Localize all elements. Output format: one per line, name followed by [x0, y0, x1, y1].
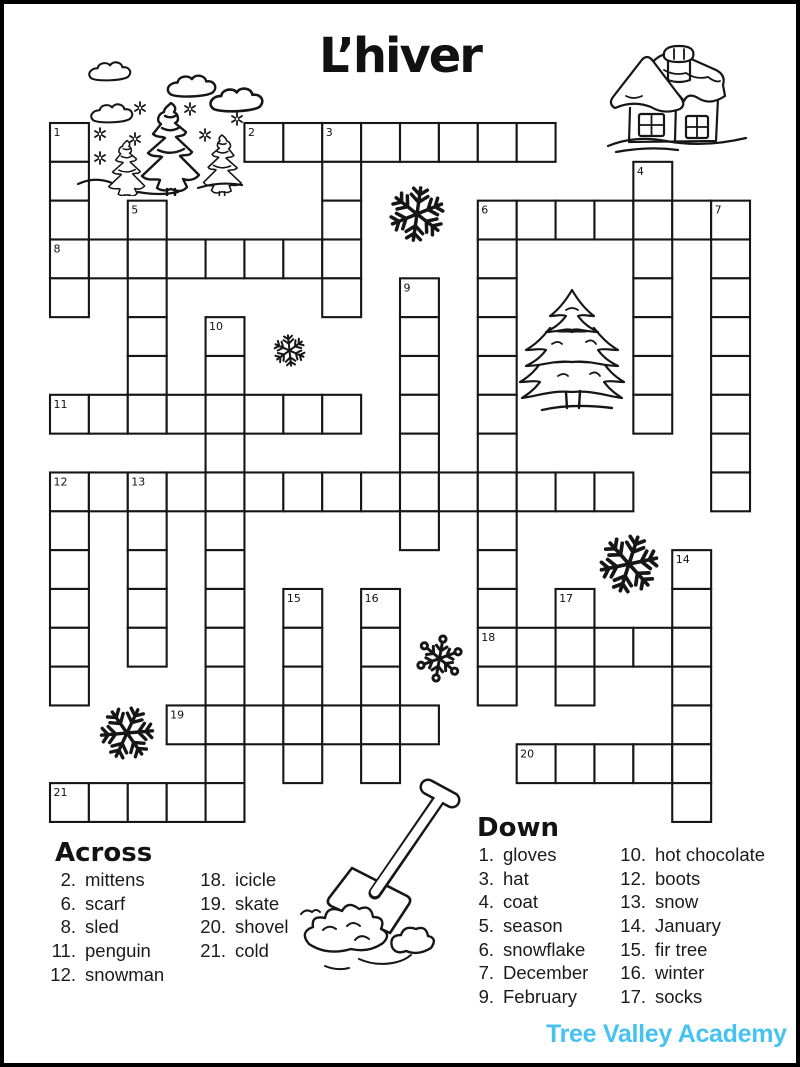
clue-item: [612, 868, 765, 892]
grid-cell-r3c2[interactable]: [128, 239, 167, 278]
grid-cell-r14c16[interactable]: [672, 667, 711, 706]
page-title: L’hiver: [319, 28, 481, 84]
grid-number-7: 7: [714, 203, 722, 217]
clue-item: [50, 964, 164, 988]
clue-text: penguin: [85, 940, 151, 962]
grid-cell-r13c0[interactable]: [50, 628, 89, 667]
grid-cell-r17c2[interactable]: [128, 783, 167, 822]
grid-cell-r2c15[interactable]: [633, 201, 672, 240]
clue-number: 1.: [478, 844, 494, 865]
grid-cell-r9c12[interactable]: [517, 472, 556, 511]
grid-cell-r11c4[interactable]: [206, 550, 245, 589]
clue-item: [472, 844, 588, 868]
clue-number: 12.: [620, 867, 646, 889]
grid-cell-r2c0[interactable]: [50, 201, 89, 240]
grid-cell-r9c5[interactable]: [244, 472, 283, 511]
clue-number: 16.: [620, 962, 646, 984]
clue-item: [612, 986, 765, 1010]
grid-cell-r10c11[interactable]: [478, 511, 517, 550]
grid-cell-r7c17[interactable]: [711, 395, 750, 434]
grid-cell-r7c2[interactable]: [128, 395, 167, 434]
grid-cell-r2c14[interactable]: [594, 201, 633, 240]
clue-text: socks: [655, 986, 703, 1008]
grid-number-16: 16: [364, 591, 379, 605]
clue-number: 6.: [478, 938, 494, 960]
grid-cell-r8c9[interactable]: [400, 434, 439, 473]
snowflake-icon: [96, 702, 158, 764]
clue-item: [194, 916, 288, 940]
grid-cell-r17c3[interactable]: [167, 783, 206, 822]
clue-text: scarf: [85, 892, 126, 914]
grid-cell-r0c9[interactable]: [400, 123, 439, 162]
clue-number: 4.: [478, 891, 494, 913]
grid-cell-r0c12[interactable]: [517, 123, 556, 162]
grid-cell-r14c4[interactable]: [206, 667, 245, 706]
grid-number-13: 13: [131, 475, 146, 489]
clue-text: snowman: [85, 963, 165, 985]
grid-cell-r8c4[interactable]: [206, 434, 245, 473]
clue-number: 14.: [620, 915, 646, 937]
grid-cell-r17c1[interactable]: [89, 783, 128, 822]
grid-cell-r8c11[interactable]: [478, 434, 517, 473]
brand-logo-text: Tree Valley Academy: [546, 1020, 787, 1048]
grid-cell-r12c0[interactable]: [50, 589, 89, 628]
snowflake-icon: [271, 332, 308, 369]
grid-cell-r13c14[interactable]: [594, 628, 633, 667]
dotted-snowflake-icon: [412, 631, 467, 686]
grid-cell-r9c11[interactable]: [478, 472, 517, 511]
grid-cell-r9c8[interactable]: [361, 472, 400, 511]
clue-number: 5.: [478, 915, 494, 937]
grid-cell-r16c13[interactable]: [556, 744, 595, 783]
clue-number: 15.: [620, 938, 646, 960]
clue-item: [612, 844, 765, 868]
clue-number: 10.: [620, 844, 646, 865]
clue-item: [472, 962, 588, 986]
grid-cell-r4c17[interactable]: [711, 278, 750, 317]
grid-cell-r0c10[interactable]: [439, 123, 478, 162]
clue-item: [612, 939, 765, 963]
grid-cell-r13c2[interactable]: [128, 628, 167, 667]
clue-item: [612, 962, 765, 986]
grid-cell-r13c6[interactable]: [283, 628, 322, 667]
clue-item: [472, 891, 588, 915]
snowflake-icon: [595, 530, 663, 598]
clue-item: [472, 986, 588, 1010]
clue-item: [612, 915, 765, 939]
grid-cell-r9c10[interactable]: [439, 472, 478, 511]
clue-text: skate: [235, 892, 280, 914]
grid-cell-r16c15[interactable]: [633, 744, 672, 783]
grid-cell-r13c13[interactable]: [556, 628, 595, 667]
clue-number: 8.: [60, 916, 76, 938]
clue-item: [194, 893, 288, 917]
grid-cell-r7c4[interactable]: [206, 395, 245, 434]
grid-number-15: 15: [286, 591, 301, 605]
clue-number: 20.: [200, 916, 226, 938]
grid-cell-r0c6[interactable]: [283, 123, 322, 162]
grid-cell-r15c7[interactable]: [322, 705, 361, 744]
grid-cell-r9c17[interactable]: [711, 472, 750, 511]
clue-number: 3.: [478, 867, 494, 889]
grid-cell-r12c2[interactable]: [128, 589, 167, 628]
snow-house-illustration: [606, 36, 748, 160]
grid-cell-r10c4[interactable]: [206, 511, 245, 550]
grid-cell-r14c13[interactable]: [556, 667, 595, 706]
grid-cell-r9c4[interactable]: [206, 472, 245, 511]
grid-cell-r14c11[interactable]: [478, 667, 517, 706]
grid-cell-r11c0[interactable]: [50, 550, 89, 589]
grid-cell-r17c4[interactable]: [206, 783, 245, 822]
grid-cell-r2c12[interactable]: [517, 201, 556, 240]
grid-cell-r6c4[interactable]: [206, 356, 245, 395]
grid-cell-r13c8[interactable]: [361, 628, 400, 667]
grid-cell-r0c11[interactable]: [478, 123, 517, 162]
snowflake-icon: [385, 182, 449, 246]
clue-text: icicle: [235, 869, 277, 890]
grid-cell-r13c15[interactable]: [633, 628, 672, 667]
grid-cell-r9c13[interactable]: [556, 472, 595, 511]
grid-cell-r4c0[interactable]: [50, 278, 89, 317]
grid-cell-r9c7[interactable]: [322, 472, 361, 511]
grid-cell-r12c16[interactable]: [672, 589, 711, 628]
grid-cell-r6c2[interactable]: [128, 356, 167, 395]
clue-text: hat: [503, 867, 529, 889]
across-clues-column-2: [194, 869, 288, 964]
grid-number-6: 6: [481, 203, 489, 217]
clue-item: [50, 893, 164, 917]
clue-number: 2.: [60, 869, 76, 890]
grid-cell-r15c5[interactable]: [244, 705, 283, 744]
grid-number-20: 20: [520, 747, 535, 761]
grid-cell-r9c14[interactable]: [594, 472, 633, 511]
grid-cell-r6c9[interactable]: [400, 356, 439, 395]
clue-number: 17.: [620, 986, 646, 1008]
clue-text: winter: [655, 962, 705, 984]
grid-cell-r16c4[interactable]: [206, 744, 245, 783]
clue-text: season: [503, 915, 563, 937]
grid-number-14: 14: [675, 553, 690, 567]
grid-number-8: 8: [53, 242, 61, 256]
grid-cell-r14c6[interactable]: [283, 667, 322, 706]
clue-item: [472, 868, 588, 892]
clue-text: fir tree: [655, 938, 708, 960]
grid-cell-r2c7[interactable]: [322, 201, 361, 240]
clue-text: snow: [655, 891, 699, 913]
fir-tree-illustration: [508, 280, 652, 416]
grid-cell-r3c7[interactable]: [322, 239, 361, 278]
grid-cell-r2c13[interactable]: [556, 201, 595, 240]
grid-cell-r3c1[interactable]: [89, 239, 128, 278]
clue-text: boots: [655, 867, 701, 889]
grid-cell-r7c1[interactable]: [89, 395, 128, 434]
grid-number-4: 4: [636, 164, 644, 178]
clue-number: 18.: [200, 869, 226, 890]
down-clues-column-2: [612, 844, 765, 1010]
clue-number: 13.: [620, 891, 646, 913]
grid-cell-r3c15[interactable]: [633, 239, 672, 278]
grid-cell-r5c9[interactable]: [400, 317, 439, 356]
grid-cell-r12c4[interactable]: [206, 589, 245, 628]
grid-cell-r10c0[interactable]: [50, 511, 89, 550]
clue-text: December: [503, 962, 589, 984]
down-heading: Down: [477, 813, 559, 843]
grid-number-9: 9: [403, 281, 411, 295]
grid-cell-r13c16[interactable]: [672, 628, 711, 667]
grid-cell-r7c9[interactable]: [400, 395, 439, 434]
clue-text: February: [503, 986, 578, 1008]
grid-number-1: 1: [53, 126, 61, 139]
clue-number: 9.: [478, 986, 494, 1008]
grid-number-12: 12: [53, 475, 68, 489]
clue-item: [50, 916, 164, 940]
clue-text: snowflake: [503, 938, 586, 960]
grid-cell-r12c11[interactable]: [478, 589, 517, 628]
grid-number-10: 10: [209, 320, 224, 334]
grid-cell-r7c6[interactable]: [283, 395, 322, 434]
clue-text: sled: [85, 916, 119, 938]
clue-item: [50, 940, 164, 964]
grid-cell-r15c9[interactable]: [400, 705, 439, 744]
grid-cell-r9c9[interactable]: [400, 472, 439, 511]
grid-number-21: 21: [53, 786, 68, 800]
grid-cell-r4c7[interactable]: [322, 278, 361, 317]
grid-cell-r13c12[interactable]: [517, 628, 556, 667]
grid-cell-r15c16[interactable]: [672, 705, 711, 744]
down-clues-column-1: [472, 844, 588, 1010]
grid-cell-r1c7[interactable]: [322, 162, 361, 201]
clue-text: hot chocolate: [655, 844, 766, 865]
grid-cell-r10c2[interactable]: [128, 511, 167, 550]
clue-item: [50, 869, 164, 893]
clue-text: January: [655, 915, 721, 937]
grid-cell-r9c6[interactable]: [283, 472, 322, 511]
grid-cell-r7c5[interactable]: [244, 395, 283, 434]
clue-number: 19.: [200, 892, 226, 914]
grid-number-19: 19: [170, 708, 185, 722]
grid-cell-r6c17[interactable]: [711, 356, 750, 395]
grid-cell-r16c16[interactable]: [672, 744, 711, 783]
clue-number: 21.: [200, 940, 226, 962]
across-clues-column-1: [50, 869, 164, 987]
grid-cell-r3c5[interactable]: [244, 239, 283, 278]
grid-cell-r7c7[interactable]: [322, 395, 361, 434]
grid-cell-r14c0[interactable]: [50, 667, 89, 706]
grid-cell-r4c2[interactable]: [128, 278, 167, 317]
grid-cell-r3c11[interactable]: [478, 239, 517, 278]
grid-cell-r15c4[interactable]: [206, 705, 245, 744]
grid-cell-r9c3[interactable]: [167, 472, 206, 511]
clue-text: gloves: [503, 844, 557, 865]
clue-text: mittens: [85, 869, 145, 890]
clue-number: 7.: [478, 962, 494, 984]
grid-cell-r14c8[interactable]: [361, 667, 400, 706]
clue-text: cold: [235, 940, 269, 962]
grid-cell-r11c2[interactable]: [128, 550, 167, 589]
grid-cell-r2c16[interactable]: [672, 201, 711, 240]
clue-number: 12.: [50, 963, 76, 985]
grid-cell-r15c6[interactable]: [283, 705, 322, 744]
grid-number-18: 18: [481, 630, 496, 644]
grid-cell-r0c8[interactable]: [361, 123, 400, 162]
grid-number-17: 17: [559, 591, 574, 605]
clue-item: [194, 940, 288, 964]
grid-cell-r9c1[interactable]: [89, 472, 128, 511]
grid-cell-r13c4[interactable]: [206, 628, 245, 667]
grid-cell-r11c11[interactable]: [478, 550, 517, 589]
clue-number: 6.: [60, 892, 76, 914]
clue-text: shovel: [235, 916, 289, 938]
grid-cell-r7c3[interactable]: [167, 395, 206, 434]
snowy-trees-illustration: [50, 44, 274, 196]
grid-cell-r3c17[interactable]: [711, 239, 750, 278]
across-heading: Across: [55, 838, 153, 868]
grid-number-3: 3: [325, 126, 333, 139]
grid-cell-r10c9[interactable]: [400, 511, 439, 550]
grid-cell-r3c4[interactable]: [206, 239, 245, 278]
grid-cell-r17c16[interactable]: [672, 783, 711, 822]
clue-item: [472, 915, 588, 939]
grid-number-2: 2: [247, 126, 255, 139]
grid-cell-r15c8[interactable]: [361, 705, 400, 744]
grid-cell-r3c6[interactable]: [283, 239, 322, 278]
clue-text: coat: [503, 891, 538, 913]
grid-cell-r3c3[interactable]: [167, 239, 206, 278]
grid-cell-r8c17[interactable]: [711, 434, 750, 473]
clue-item: [472, 939, 588, 963]
grid-cell-r5c2[interactable]: [128, 317, 167, 356]
grid-number-11: 11: [53, 397, 68, 411]
grid-cell-r16c14[interactable]: [594, 744, 633, 783]
clue-item: [612, 891, 765, 915]
grid-number-5: 5: [131, 203, 139, 217]
grid-cell-r5c17[interactable]: [711, 317, 750, 356]
clue-item: [194, 869, 288, 893]
clue-number: 11.: [51, 940, 76, 962]
